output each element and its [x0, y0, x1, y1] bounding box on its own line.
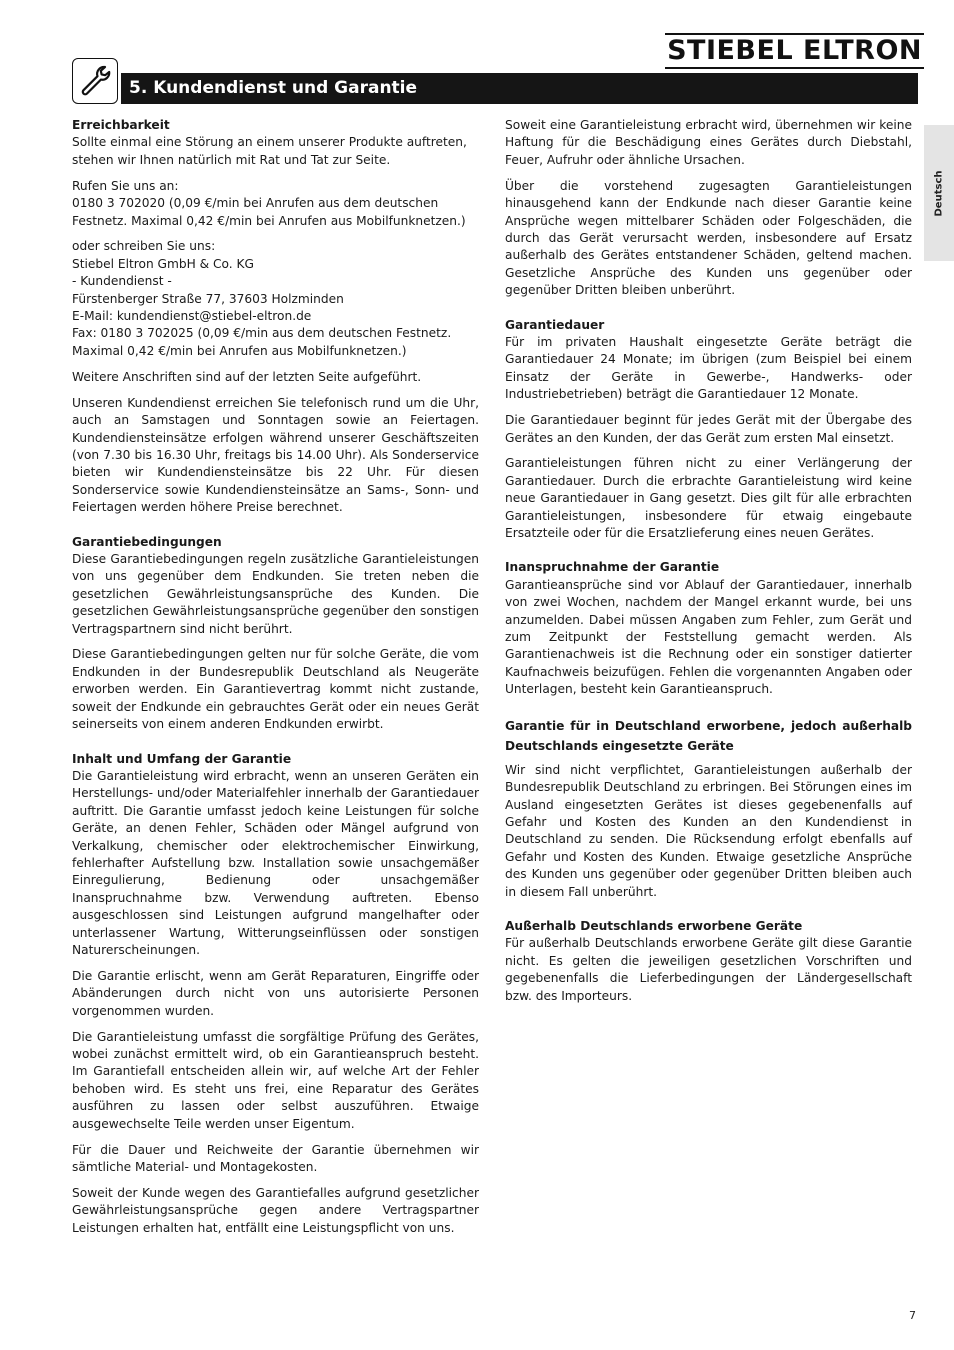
erreichbarkeit-heading: Erreichbarkeit [72, 118, 170, 132]
inhalt-text-2: Die Garantie erlischt, wenn am Gerät Reparaturen, Eingriffe oder Abänderungen durch nicht von uns autorisierte Personen vorgenommen wurden. [72, 968, 479, 1018]
inhalt-text-4: Für die Dauer und Reichweite der Garantie übernehmen wir sämtliche Material- und Montagekosten. [72, 1142, 479, 1174]
ausserhalb-heading: Außerhalb Deutschlands erworbene Geräte [505, 918, 803, 933]
brand-logo: STIEBEL ELTRON [665, 33, 924, 69]
wrench-icon [77, 63, 113, 99]
address-fax: Fax: 0180 3 702025 (0,09 €/min aus dem deutschen Festnetz. Maximal 0,42 €/min bei Anrufen aus Mobilfunknetzen.) [72, 326, 452, 358]
inhalt-text-3: Die Garantieleistung umfasst die sorgfältige Prüfung des Gerätes, wobei zunächst ermittelt wird, ob ein Garantieanspruch besteht. Im Garantiefall entscheiden allein wir, auf welche Art der Fehler behoben wird. Es steht uns frei, eine Reparatur des Gerätes ausführen zu lassen oder selbst auszuführen. Etwaige ausgewechselte Teile werden unser Eigentum. [72, 1029, 479, 1131]
garantiebedingungen-heading: Garantiebedingungen [72, 534, 222, 549]
inanspruchnahme-heading: Inanspruchnahme der Garantie [505, 560, 720, 575]
inhalt-heading: Inhalt und Umfang der Garantie [72, 751, 292, 766]
erreichbarkeit-text: Sollte einmal eine Störung an einem unserer Produkte auftreten, stehen wir Ihnen natürlich mit Rat und Tat zur Seite. [72, 135, 467, 167]
garantiebedingungen-text-1: Diese Garantiebedingungen regeln zusätzliche Garantieleistungen von uns gegenüber dem Endkunden. Sie treten neben die gesetzlichen Gewährleistungsansprüche des Kunden. Die gesetzlichen Gewährleistungsansprüche gegenüber den sonstigen Vertragspartnern sind nicht berührt. [72, 551, 479, 636]
weitere-text: Weitere Anschriften sind auf der letzten Seite aufgeführt. [72, 369, 422, 384]
right-column [505, 117, 912, 1013]
address-street: Fürstenberger Straße 77, 37603 Holzminden [72, 291, 344, 306]
schreiben-label: oder schreiben Sie uns: [72, 239, 216, 254]
rufen-label: Rufen Sie uns an: [72, 178, 179, 193]
inhalt-text-1: Die Garantieleistung wird erbracht, wenn an unseren Geräten ein Herstellungs- und/oder Materialfehler innerhalb der Garantiedauer auftritt. Die Garantie umfasst jedoch keine Leistungen für solche Geräte, an denen Fehler, Schäden oder Mängel aufgrund von Verkalkung, chemischer oder elektrochemischer Einwirkung, fehlerhafter Aufstellung bzw. Installation sowie unsachgemäßer Einregulierung, Bedienung oder unsachgemäßer Inanspruchnahme bzw. Verwendung auftreten. Ebenso ausgeschlossen sind Leistungen aufgrund mangelhafter oder unterlassener Wartung, Witterungseinflüssen oder sonstigen Naturerscheinungen. [72, 768, 479, 957]
ausland-heading: Garantie für in Deutschland erworbene, jedoch außerhalb Deutschlands eingesetzte Geräte [505, 718, 912, 753]
inhalt-text-5: Soweit der Kunde wegen des Garantiefalles aufgrund gesetzlicher Gewährleistungsansprüche gegen andere Vertragspartner Leistungen erhalten hat, entfällt eine Leistungspflicht von uns. [72, 1185, 479, 1235]
garantiebedingungen-text-2: Diese Garantiebedingungen gelten nur für solche Geräte, die vom Endkunden in der Bundesrepublik Deutschland als Neugeräte erworben werden. Ein Garantievertrag kommt nicht zustande, soweit der Endkunde ein gebrauchtes Gerät oder ein neues Gerät seinerseits von einem anderen Endkunden erwirbt. [72, 647, 479, 732]
address-company: Stiebel Eltron GmbH & Co. KG [72, 256, 254, 271]
language-tab[interactable] [924, 125, 954, 261]
folgeschaeden-text: Über die vorstehend zugesagten Garantieleistungen hinausgehend kann der Endkunde nach dieser Garantie keine Ansprüche wegen mittelbarer Schäden oder Folgeschäden, die durch das Gerät verursacht werden, insbesondere auf Ersatz außerhalb des Gerätes entstandener Schäden, geltend machen. Gesetzliche Ansprüche des Kunden uns gegenüber oder gegenüber Dritten bleiben unberührt. [505, 178, 912, 298]
address-dept: - Kundendienst - [72, 274, 172, 289]
left-column [72, 117, 479, 1246]
section-header: 5. Kundendienst und Garantie [121, 73, 918, 104]
garantiedauer-text-1: Für im privaten Haushalt eingesetzte Geräte beträgt die Garantiedauer 24 Monate; im übrigen (zum Beispiel bei einem Einsatz der Geräte in Gewerbe-, Handwerks- oder Industriebetrieben) beträgt die Garantiedauer 12 Monate. [505, 334, 912, 402]
garantiedauer-text-3: Garantieleistungen führen nicht zu einer Verlängerung der Garantiedauer. Durch die erbrachte Garantieleistung wird keine neue Garantiedauer in Gang gesetzt. Dies gilt für alle erbrachten Garantieleistungen, insbesondere für etwaig eingebaute Ersatzteile oder für die Ersatzlieferung eines neuen Gerätes. [505, 456, 912, 541]
ausserhalb-text: Für außerhalb Deutschlands erworbene Geräte gilt diese Garantie nicht. Es gelten die jeweiligen gesetzlichen Vorschriften und gegebenenfalls die Lieferbedingungen der Ländergesellschaft bzw. des Importeurs. [505, 936, 912, 1003]
garantiedauer-heading: Garantiedauer [505, 317, 605, 332]
page-number: 7 [909, 1309, 916, 1322]
section-icon-box [72, 58, 118, 104]
language-tab-label: Deutsch [933, 170, 945, 216]
kundendienst-text: Unseren Kundendienst erreichen Sie telefonisch rund um die Uhr, auch an Samstagen und Sonntagen sowie an Feiertagen. Kundendiensteinsätze erfolgen während unserer Geschäftszeiten (von 7.30 bis 16.30 Uhr, freitags bis 14.00 Uhr). Als Sonderservice bieten wir Kundendiensteinsätze bis 22 Uhr. Für diesen Sonderservice sowie Kundendiensteinsätze an Sams-, Sonn- und Feiertagen werden höhere Preise berechnet. [72, 395, 479, 515]
inanspruchnahme-text: Garantieansprüche sind vor Ablauf der Garantiedauer, innerhalb von zwei Wochen, nachdem der Mangel erkannt wurde, bei uns anzumelden. Dabei müssen Angaben zum Fehler, zum Gerät und zum Zeitpunkt der Feststellung gemacht werden. Als Garantienachweis ist die Rechnung oder ein sonstiger datierter Kaufnachweis beizufügen. Fehlen die vorgenannten Angaben oder Unterlagen, besteht kein Garantieanspruch. [505, 577, 912, 697]
haftung-text: Soweit eine Garantieleistung erbracht wird, übernehmen wir keine Haftung für die Beschädigung eines Gerätes durch Diebstahl, Feuer, Aufruhr oder ähnliche Ursachen. [505, 118, 912, 167]
garantiedauer-text-2: Die Garantiedauer beginnt für jedes Gerät mit der Übergabe des Gerätes an den Kunden, der das Gerät zum ersten Mal einsetzt. [505, 413, 912, 445]
ausland-text: Wir sind nicht verpflichtet, Garantieleistungen außerhalb der Bundesrepublik Deutschland zu erbringen. Bei Störungen eines im Ausland eingesetzten Gerätes ist dieses gegebenenfalls auf Gefahr und Kosten des Kunden an den Kundendienst in Deutschland zu senden. Die Rücksendung erfolgt ebenfalls auf Gefahr und Kosten des Kunden. Etwaige gesetzliche Ansprüche des Kunden uns gegenüber oder gegenüber Dritten bleiben auch in diesem Fall unberührt. [505, 762, 912, 899]
address-email[interactable]: E-Mail: kundendienst@stiebel-eltron.de [72, 309, 312, 324]
rufen-text: 0180 3 702020 (0,09 €/min bei Anrufen aus dem deutschen Festnetz. Maximal 0,42 €/min bei Anrufen aus Mobilfunknetzen.) [72, 196, 466, 228]
